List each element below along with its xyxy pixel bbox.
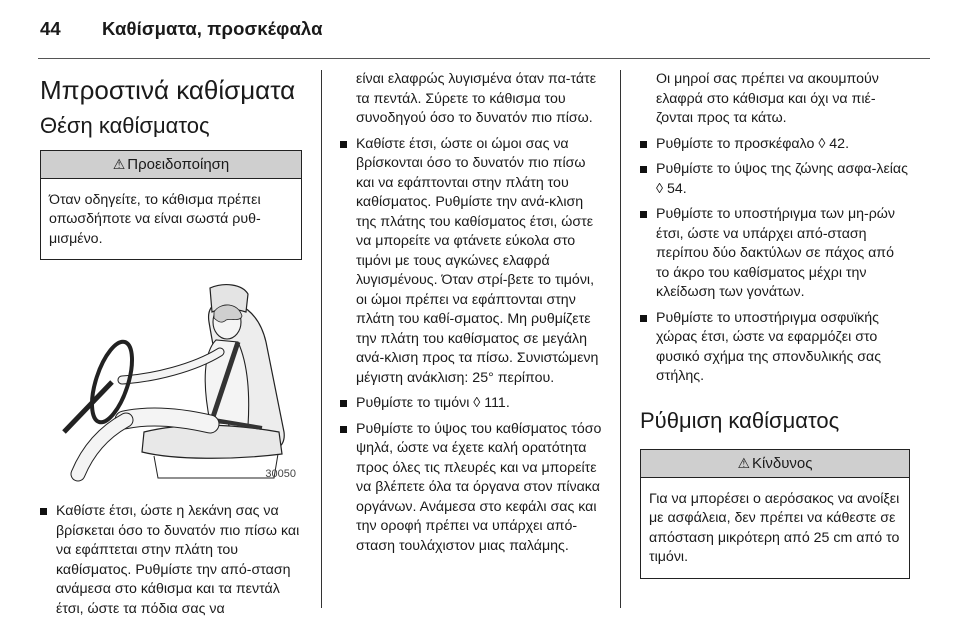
list-item: Ρυθμίστε το υποστήριγμα οσφυϊκής χώρας έτσι, ώστε να εφαρμόζει στο φυσικό σχήμα της σπονδυλικής σας στήλης. [640,309,910,387]
bullet-square-icon [640,166,647,173]
list-item: Ρυθμίστε το ύψος του καθίσματος τόσο ψηλά, ώστε να έχετε καλή ορατότητα προς όλες τις πλευρές και να μπορείτε να βλέπετε όλα τα όργανα στον πίνακα οργάνων. Ανάμεσα στο κεφάλι σας και την οροφή πρέπει να υπάρχει από-σταση τουλάχιστον μιας παλάμης. [340,420,602,557]
bullet-square-icon [340,426,347,433]
danger-box-header [641,450,909,478]
page-header [40,18,323,40]
page-reference-link[interactable]: Ρυθμίστε το ύψος της ζώνης ασφα-λείας ◊ 54. [656,161,908,197]
instruction-list [40,502,302,619]
page-reference-link[interactable]: Ρυθμίστε το τιμόνι ◊ 111. [356,395,510,411]
list-item [640,160,910,199]
column-divider [321,70,322,608]
bullet-square-icon [40,508,47,515]
danger-label: Κίνδυνος [752,454,813,472]
list-item [340,394,602,414]
figure-code: 30050 [265,468,296,481]
warning-text: Όταν οδηγείτε, το κάθισμα πρέπει οπωσδήποτε να είναι σωστά ρυθ-μισμένο. [49,191,261,247]
warning-triangle-icon: ⚠ [737,454,751,471]
list-item [640,135,910,155]
warning-label: Προειδοποίηση [127,155,230,173]
continued-text: είναι ελαφρώς λυγισμένα όταν πα-τάτε τα πεντάλ. Σύρετε το κάθισμα του συνοδηγού όσο το δυνατόν πιο πίσω. [356,71,597,126]
subsection-heading: Θέση καθίσματος [40,112,210,138]
warning-box [40,150,302,261]
list-item: Ρυθμίστε το υποστήριγμα των μη-ρών έτσι, ώστε να υπάρχει από-σταση περίπου δύο δακτύλων σε πάχος από το άκρο του καθίσματος μέχρι την κλείδωση των γονάτων. [640,205,910,303]
list-item: Καθίστε έτσι, ώστε η λεκάνη σας να βρίσκεται όσο το δυνατόν πιο πίσω και να εφάπτεται στην πλάτη του καθίσματος. Ρυθμίστε την από-σταση ανάμεσα στο κάθισμα και τα πεντάλ έτσι, ώστε τα πόδια σας να [40,502,302,619]
header-rule [38,58,930,59]
column-1 [40,70,302,625]
column-2 [340,70,602,562]
page-number: 44 [40,18,61,39]
page-reference-link[interactable]: Ρυθμίστε το προσκέφαλο ◊ 42. [656,135,850,152]
danger-box [640,449,910,579]
continued-text: Οι μηροί σας πρέπει να ακουμπούν ελαφρά στο κάθισμα και όχι να πιέ-ζονται προς τα κάτω. [656,71,879,126]
list-item: Καθίστε έτσι, ώστε οι ώμοι σας να βρίσκονται όσο το δυνατόν πιο πίσω και να εφάπτονται στην πλάτη του καθίσματος. Ρυθμίστε την ανά-κλιση της πλάτης του καθίσματος έτσι, ώστε να μπορείτε να φτάνετε εύκολα στο τιμόνι με τους αγκώνες ελαφρά λυγισμένους. Όταν στρί-βετε το τιμόνι, οι ώμοι πρέπει να εφάπτονται στην πλάτη του καθί-σματος. Μη ρυθμίζετε την πλάτη του καθίσματος σε μεγάλη ανά-κλιση προς τα πίσω. Συνιστώμενη μέγιστη ανάκλιση: 25° περίπου. [340,135,602,389]
section-heading: Μπροστινά καθίσματα [40,75,296,105]
danger-text: Για να μπορέσει ο αερόσακος να ανοίξει με ασφάλεια, δεν πρέπει να κάθεστε σε απόσταση μικρότερη από 25 cm από το τιμόνι. [649,490,900,566]
seat-position-illustration [34,282,304,482]
bullet-square-icon [640,141,647,148]
instruction-list [640,135,910,387]
bullet-square-icon [340,400,347,407]
bullet-square-icon [640,211,647,218]
running-title: Καθίσματα, προσκέφαλα [102,18,323,39]
section-heading: Ρύθμιση καθίσματος [640,407,840,433]
warning-triangle-icon: ⚠ [112,155,126,172]
column-3 [640,70,910,579]
driver-seated-drawing [34,282,304,482]
warning-box-header [41,151,301,179]
instruction-list [340,135,602,557]
bullet-square-icon [640,315,647,322]
bullet-square-icon [340,141,347,148]
column-divider [620,70,621,608]
